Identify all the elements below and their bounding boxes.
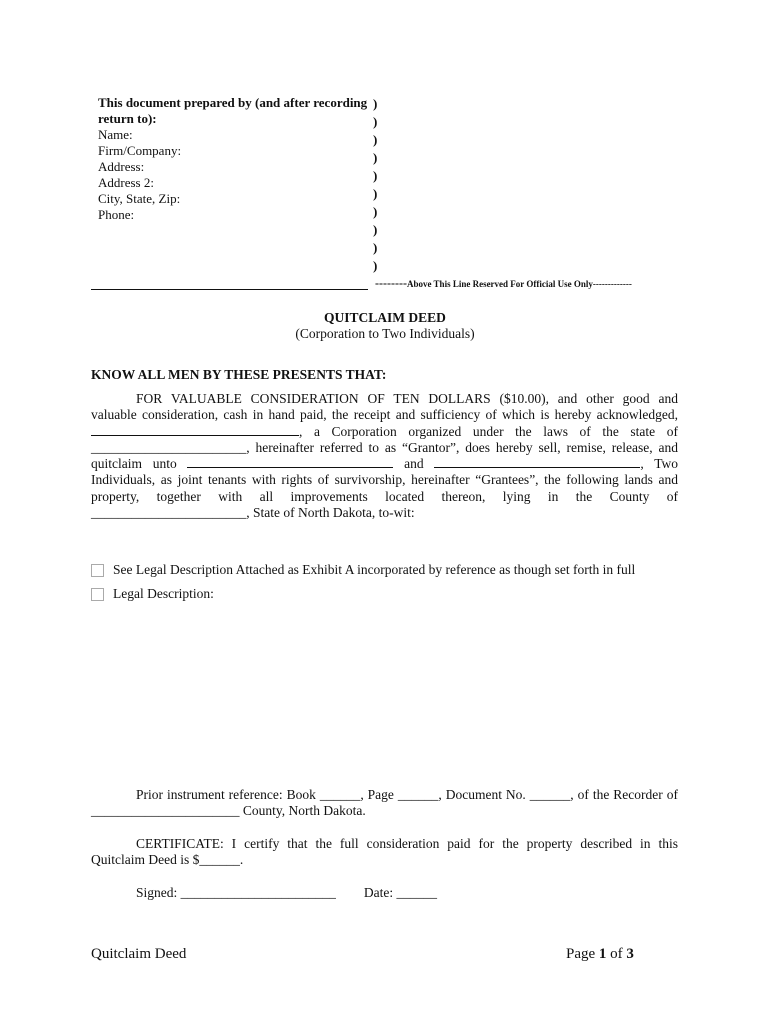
- legal-description-checkbox[interactable]: [91, 588, 104, 601]
- grantor-name-blank[interactable]: [91, 424, 299, 436]
- document-subtitle: (Corporation to Two Individuals): [295, 326, 475, 341]
- preparer-address2-field: Address 2:: [98, 175, 154, 190]
- paren-mark: ): [373, 222, 378, 237]
- legal-description-label: Legal Description:: [113, 586, 214, 601]
- official-dashes-left: --------: [375, 276, 407, 290]
- official-use-notice: [375, 276, 632, 291]
- exhibit-option-label: See Legal Description Attached as Exhibit A incorporated by reference as though set forth in full: [113, 562, 636, 577]
- prior-line: ______________________ County, North Dakota.: [91, 803, 366, 819]
- grantee1-name-blank[interactable]: [187, 456, 393, 468]
- page-total: 3: [626, 946, 634, 962]
- preparer-block: [98, 95, 368, 223]
- date-field: Date: ______: [363, 885, 438, 900]
- legal-description-option: [91, 586, 214, 602]
- preparer-heading: This document prepared by (and after recording return to):: [98, 95, 368, 126]
- paren-mark: ): [373, 168, 378, 183]
- paren-mark: ): [373, 132, 378, 147]
- document-title: QUITCLAIM DEED: [324, 310, 446, 325]
- preparer-name-field: Name:: [98, 127, 133, 142]
- recording-divider-line: [91, 289, 368, 290]
- paren-mark: ): [373, 258, 378, 273]
- paren-mark: ): [373, 150, 378, 165]
- preparer-city-state-zip-field: City, State, Zip:: [98, 191, 181, 206]
- know-all-men-heading: KNOW ALL MEN BY THESE PRESENTS THAT:: [91, 367, 387, 382]
- preparer-firm-field: Firm/Company:: [98, 143, 182, 158]
- signature-line: [136, 885, 437, 901]
- exhibit-checkbox[interactable]: [91, 564, 104, 577]
- and-text: and: [404, 456, 424, 472]
- paren-mark: ): [373, 204, 378, 219]
- paren-mark: ): [373, 186, 378, 201]
- page-prefix: Page: [566, 946, 596, 962]
- body-line: _______________________, State of North Dakota, to-wit:: [91, 505, 415, 521]
- certificate-line: CERTIFICATE: I certify that the full consideration paid for the property described in this: [136, 836, 678, 851]
- body-line-text: , a Corporation organized under the laws of the state of: [299, 423, 678, 439]
- body-line: [91, 456, 678, 472]
- paren-column: [373, 95, 377, 275]
- preparer-address-field: Address:: [98, 159, 145, 174]
- footer-document-name: Quitclaim Deed: [91, 946, 187, 962]
- body-line: property, together with all improvements located thereon, lying in the County of: [91, 488, 678, 504]
- paren-mark: ): [373, 240, 378, 255]
- page-current: 1: [598, 946, 607, 962]
- body-line: _______________________, hereinafter referred to as “Grantor”, does hereby sell, remise, release, and: [91, 439, 678, 455]
- certificate-paragraph: [91, 836, 678, 869]
- exhibit-option: [91, 562, 635, 578]
- quitclaim-unto-text: quitclaim unto: [91, 456, 177, 472]
- body-line: FOR VALUABLE CONSIDERATION OF TEN DOLLARS ($10.00), and other good and: [136, 391, 678, 406]
- preparer-phone-field: Phone:: [98, 207, 135, 222]
- paren-mark: ): [373, 114, 378, 129]
- official-dashes-right: -------------: [592, 279, 632, 289]
- official-use-text: Above This Line Reserved For Official Use Only: [406, 279, 593, 289]
- two-text: , Two: [640, 456, 679, 472]
- certificate-line: Quitclaim Deed is $______.: [91, 852, 244, 868]
- signed-field: Signed: _______________________: [136, 885, 336, 900]
- footer-page-number: [566, 946, 634, 963]
- body-line: valuable consideration, cash in hand paid, the receipt and sufficiency of which is hereby acknowledged,: [91, 407, 678, 423]
- paren-mark: ): [373, 96, 378, 111]
- prior-line: Prior instrument reference: Book ______, Page ______, Document No. ______, of the Recorder of: [136, 787, 678, 802]
- conveyance-paragraph: [91, 391, 678, 521]
- body-line: [91, 424, 678, 440]
- prior-instrument-paragraph: [91, 787, 678, 820]
- page-of: of: [610, 946, 623, 962]
- grantee2-name-blank[interactable]: [434, 456, 640, 468]
- body-line: Individuals, as joint tenants with rights of survivorship, hereinafter “Grantees”, the following lands and: [91, 472, 678, 488]
